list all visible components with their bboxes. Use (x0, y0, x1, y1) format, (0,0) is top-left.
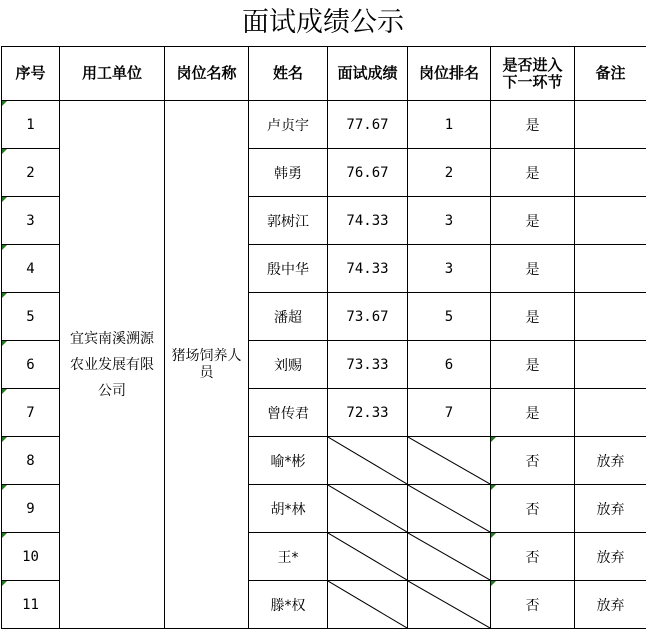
strike-diagonal (328, 485, 407, 532)
header-name: 姓名 (249, 47, 328, 101)
cell-next-stage: 是 (491, 149, 575, 197)
cell-rank: 3 (408, 245, 491, 293)
cell-name: 滕*权 (249, 581, 328, 629)
diagonal-line (408, 437, 490, 484)
cell-remark (575, 197, 646, 245)
strike-diagonal (328, 581, 407, 628)
cell-score (328, 533, 408, 581)
strike-diagonal (328, 437, 407, 484)
cell-name: 刘赐 (249, 341, 328, 389)
header-rank: 岗位排名 (408, 47, 491, 101)
cell-score (328, 485, 408, 533)
cell-next-stage: 是 (491, 245, 575, 293)
cell-rank (408, 533, 491, 581)
cell-name: 郭树江 (249, 197, 328, 245)
cell-remark: 放弃 (575, 437, 646, 485)
strike-diagonal (408, 581, 490, 628)
header-position: 岗位名称 (165, 47, 249, 101)
cell-name: 韩勇 (249, 149, 328, 197)
cell-name: 喻*彬 (249, 437, 328, 485)
cell-name: 殷中华 (249, 245, 328, 293)
cell-next-stage: 否 (491, 437, 575, 485)
cell-seq: 9 (2, 485, 60, 533)
cell-seq: 7 (2, 389, 60, 437)
cell-next-stage: 是 (491, 293, 575, 341)
header-seq: 序号 (2, 47, 60, 101)
position-name: 猪场饲养人员 (171, 347, 242, 381)
cell-seq: 4 (2, 245, 60, 293)
cell-rank: 7 (408, 389, 491, 437)
cell-remark (575, 341, 646, 389)
cell-next-stage: 是 (491, 101, 575, 149)
cell-score (328, 581, 408, 629)
employer-name: 宜宾南溪溯源农业发展有限公司 (70, 330, 154, 399)
cell-next-stage: 是 (491, 197, 575, 245)
cell-score: 73.67 (328, 293, 408, 341)
cell-score: 77.67 (328, 101, 408, 149)
header-next-stage-label: 是否进入下一环节 (502, 55, 563, 91)
cell-score: 76.67 (328, 149, 408, 197)
cell-score: 72.33 (328, 389, 408, 437)
cell-seq: 5 (2, 293, 60, 341)
header-score: 面试成绩 (328, 47, 408, 101)
cell-name: 潘超 (249, 293, 328, 341)
diagonal-line (328, 581, 407, 628)
table-row (2, 101, 646, 149)
cell-remark: 放弃 (575, 485, 646, 533)
table-header-row (2, 47, 646, 101)
cell-remark: 放弃 (575, 581, 646, 629)
cell-rank (408, 581, 491, 629)
cell-name: 王* (249, 533, 328, 581)
cell-name: 胡*林 (249, 485, 328, 533)
cell-rank: 3 (408, 197, 491, 245)
cell-seq: 11 (2, 581, 60, 629)
cell-score: 73.33 (328, 341, 408, 389)
cell-remark (575, 389, 646, 437)
header-next-stage (491, 47, 575, 101)
strike-diagonal (408, 485, 490, 532)
cell-next-stage: 否 (491, 581, 575, 629)
strike-diagonal (328, 533, 407, 580)
cell-seq: 3 (2, 197, 60, 245)
cell-rank: 1 (408, 101, 491, 149)
cell-name: 曾传君 (249, 389, 328, 437)
cell-seq: 2 (2, 149, 60, 197)
diagonal-line (408, 533, 490, 580)
cell-remark (575, 101, 646, 149)
cell-next-stage: 否 (491, 533, 575, 581)
diagonal-line (408, 485, 490, 532)
strike-diagonal (408, 533, 490, 580)
diagonal-line (408, 581, 490, 628)
cell-rank (408, 437, 491, 485)
cell-position (165, 101, 249, 629)
cell-rank: 6 (408, 341, 491, 389)
cell-remark: 放弃 (575, 533, 646, 581)
table-body (2, 47, 646, 629)
cell-name: 卢贞宇 (249, 101, 328, 149)
results-table (1, 46, 646, 629)
cell-seq: 6 (2, 341, 60, 389)
cell-score (328, 437, 408, 485)
diagonal-line (328, 485, 407, 532)
cell-remark (575, 245, 646, 293)
cell-next-stage: 是 (491, 389, 575, 437)
header-remark: 备注 (575, 47, 646, 101)
header-employer: 用工单位 (60, 47, 165, 101)
cell-remark (575, 149, 646, 197)
diagonal-line (328, 437, 407, 484)
cell-seq: 1 (2, 101, 60, 149)
cell-rank: 5 (408, 293, 491, 341)
cell-score: 74.33 (328, 197, 408, 245)
strike-diagonal (408, 437, 490, 484)
cell-seq: 10 (2, 533, 60, 581)
diagonal-line (328, 533, 407, 580)
cell-next-stage: 是 (491, 341, 575, 389)
cell-rank (408, 485, 491, 533)
cell-next-stage: 否 (491, 485, 575, 533)
cell-rank: 2 (408, 149, 491, 197)
cell-employer (60, 101, 165, 629)
cell-seq: 8 (2, 437, 60, 485)
page-title: 面试成绩公示 (242, 7, 404, 38)
cell-score: 74.33 (328, 245, 408, 293)
cell-remark (575, 293, 646, 341)
